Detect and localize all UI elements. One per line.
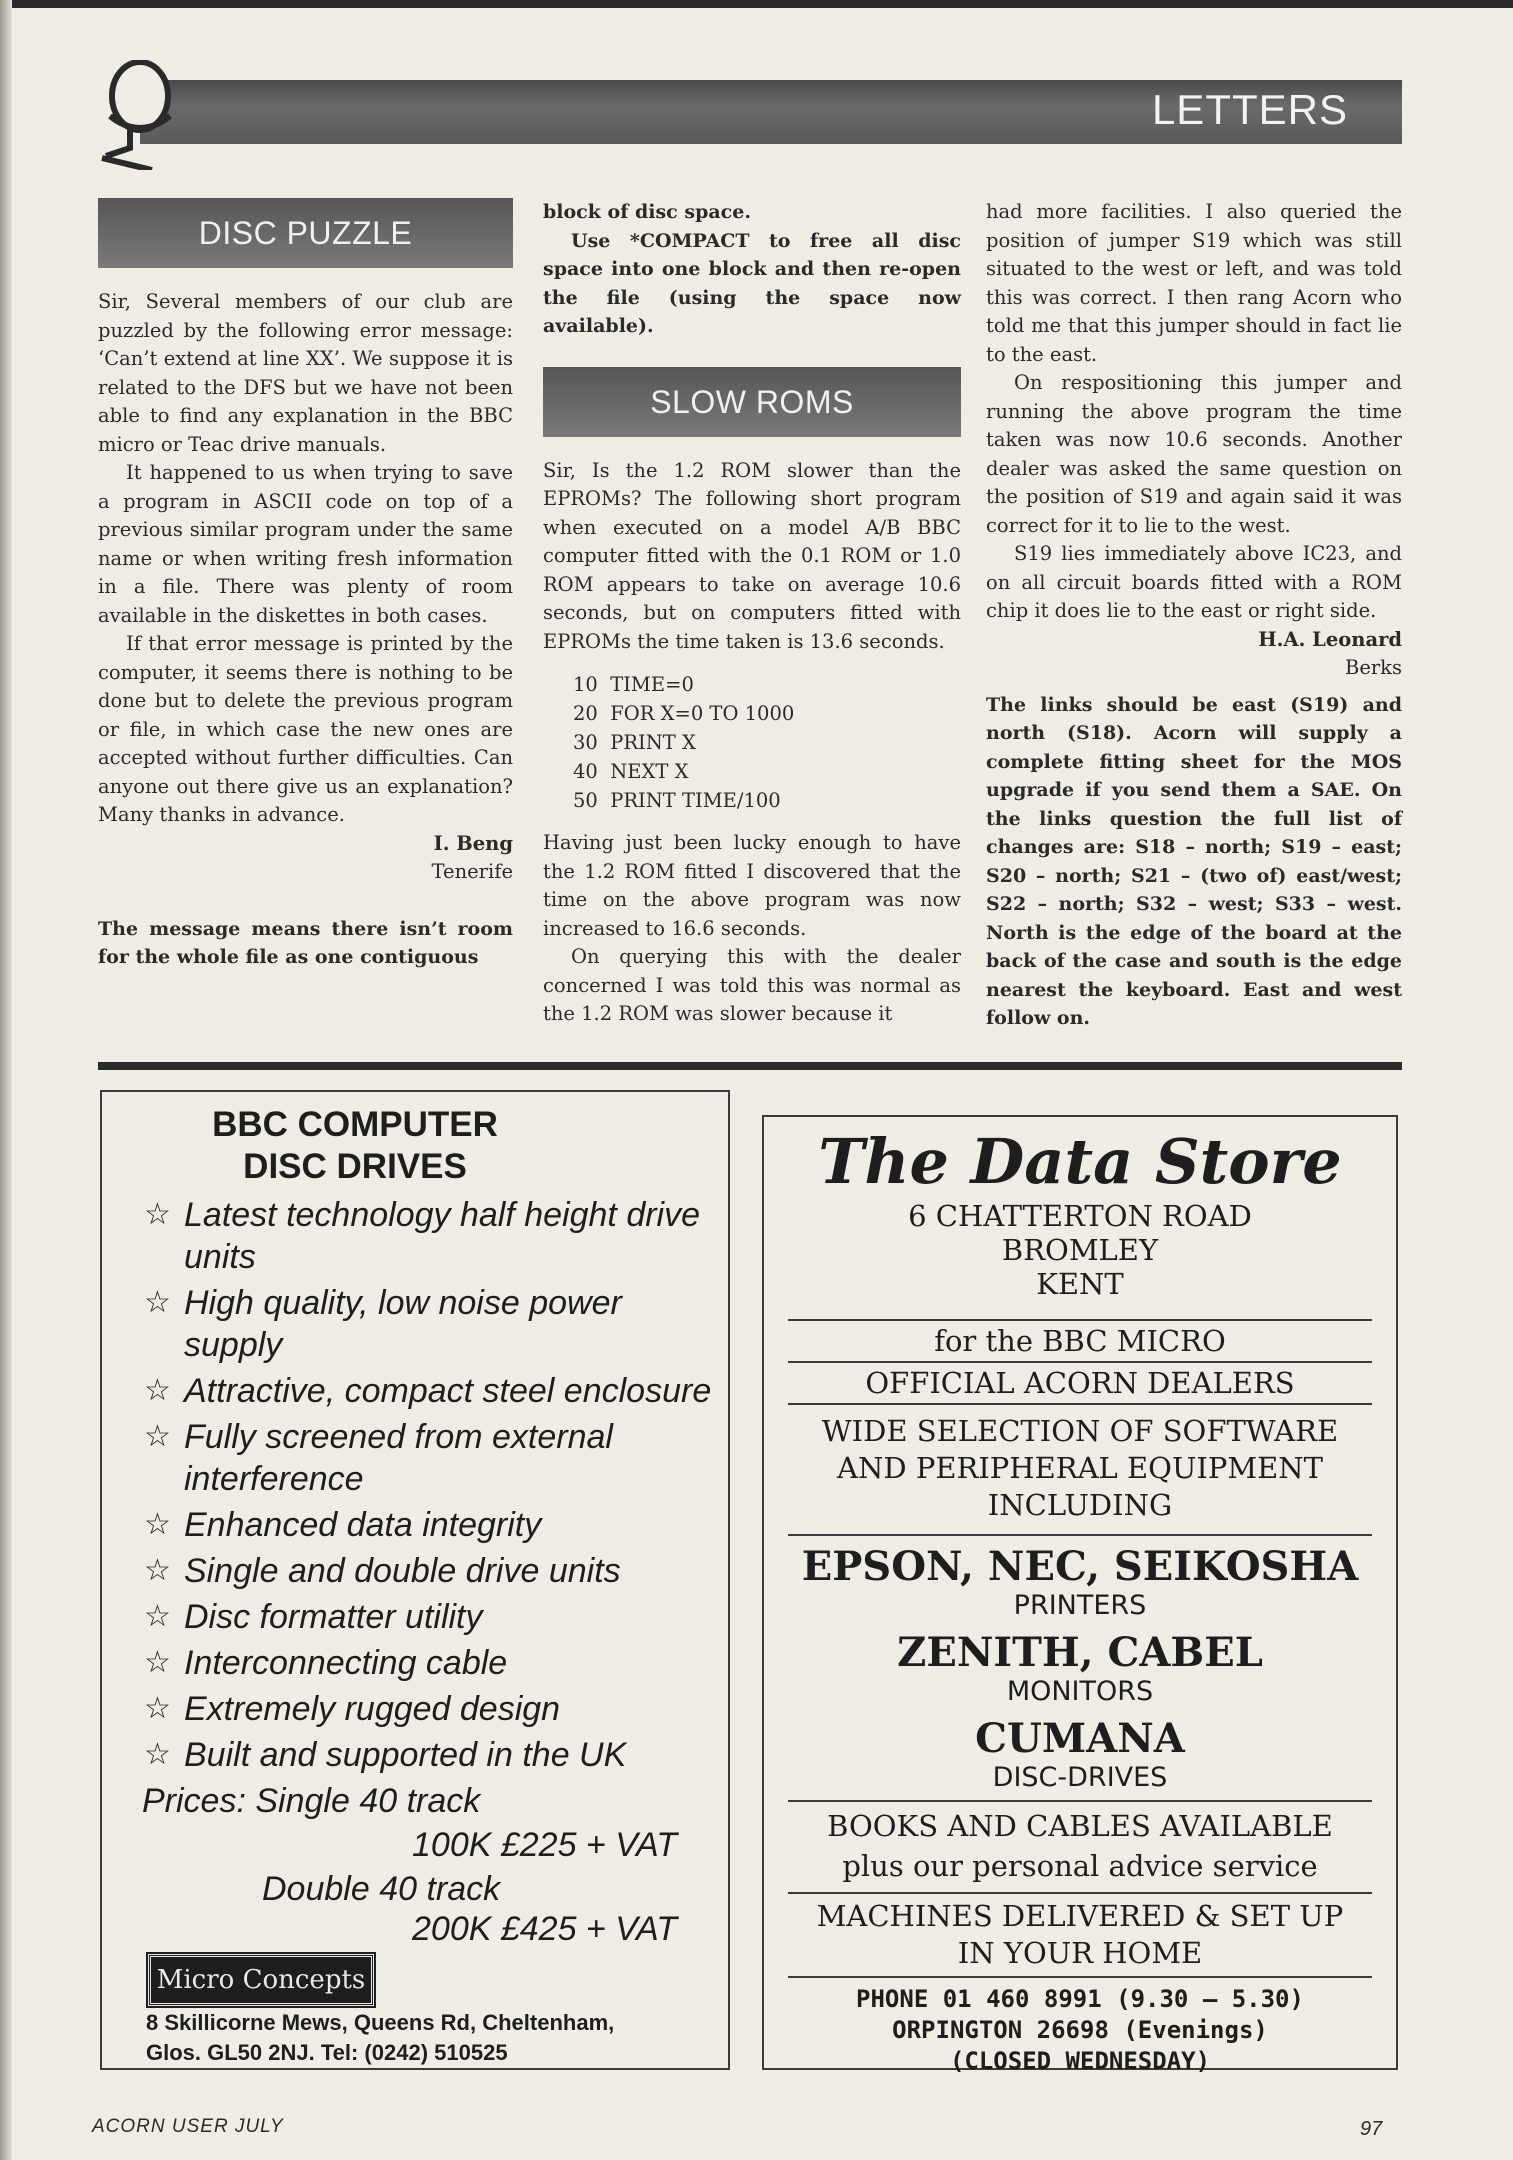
header-title: LETTERS — [1151, 86, 1348, 133]
letters-header-bar — [140, 80, 1402, 144]
ad-title-line: BBC COMPUTER — [212, 1105, 498, 1144]
page-top-edge — [0, 0, 1513, 8]
basic-program-listing — [573, 670, 961, 815]
address-line: Glos. GL50 2NJ. Tel: (0242) 510525 — [146, 2040, 508, 2065]
editor-reply: block of disc space. — [543, 201, 751, 223]
star-icon: ☆ — [144, 1692, 171, 1725]
egg-cup-logo-icon — [96, 60, 180, 170]
star-icon: ☆ — [144, 1738, 171, 1771]
feature-item: ☆ Extremely rugged design — [144, 1690, 561, 1728]
feature-item: ☆ Single and double drive units — [144, 1552, 621, 1590]
page-binding-edge — [0, 0, 12, 2160]
for-line: for the BBC MICRO — [934, 1324, 1226, 1358]
column-3 — [986, 198, 1402, 1033]
star-icon: ☆ — [144, 1600, 171, 1633]
letter-signature: H.A. Leonard — [1258, 627, 1402, 651]
ad-title-line: DISC DRIVES — [243, 1147, 467, 1186]
star-icon: ☆ — [144, 1286, 171, 1319]
editor-reply: The links should be east (S19) and north (S18). Acorn will supply a complete fitting sheet for the MOS upgrade if you send them a SAE. On the links question the full list of changes are: S18 – north; S19 – east; S20 – north; S21 – (two of) east/west; S22 – north; S32 – west; S33 – west. North is the edge of the board at the back of the case and south is the edge nearest the keyboard. East and west follow on. — [986, 693, 1402, 1029]
selection-line: INCLUDING — [987, 1488, 1173, 1522]
feature-item: ☆ Built and supported in the UK — [144, 1736, 627, 1774]
micro-concepts-logo: Micro Concepts — [148, 1954, 374, 2006]
footer-publication: ACORN USER JULY — [92, 2116, 284, 2137]
feature-item: ☆ Disc formatter utility — [144, 1598, 483, 1636]
column-1 — [98, 198, 513, 972]
delivery-line: IN YOUR HOME — [957, 1936, 1203, 1970]
books-line: BOOKS AND CABLES AVAILABLE — [827, 1809, 1333, 1843]
star-icon: ☆ — [144, 1554, 171, 1587]
code-line: 20 FOR X=0 TO 1000 — [573, 702, 795, 725]
editor-reply: Use *COMPACT to free all disc space into one block and then re-open the file (using the space now available). — [543, 229, 961, 337]
feature-item: ☆ Enhanced data integrity — [144, 1506, 542, 1544]
drives-label: DISC-DRIVES — [992, 1762, 1168, 1793]
address-line: KENT — [1036, 1267, 1124, 1301]
address-line: 8 Skillicorne Mews, Queens Rd, Cheltenham, — [146, 2010, 615, 2035]
printers-brands: EPSON, NEC, SEIKOSHA — [801, 1543, 1359, 1590]
printers-label: PRINTERS — [1013, 1590, 1147, 1621]
section-divider — [98, 1062, 1402, 1070]
feature-item: ☆ High quality, low noise power supply — [144, 1284, 622, 1364]
phone-line: (CLOSED WEDNESDAY) — [949, 2047, 1211, 2075]
selection-line: WIDE SELECTION OF SOFTWARE — [821, 1414, 1339, 1448]
letter-paragraph: S19 lies immediately above IC23, and on all circuit boards fitted with a ROM chip it does lie to the east or right side. — [986, 542, 1402, 622]
ad-title — [0, 1104, 728, 1188]
address-line: 6 CHATTERTON ROAD — [908, 1199, 1252, 1233]
monitors-label: MONITORS — [1006, 1676, 1154, 1707]
letter-paragraph: had more facilities. I also queried the position of jumper S19 which was still situated to the west or left, and was told this was correct. I then rang Acorn who told me that this jumper should in fact lie to the east. — [986, 200, 1402, 366]
letter-paragraph: Sir, Several members of our club are puzzled by the following error message: ‘Can’t extend at line XX’. We suppose it is related to the DFS but we have not been able to find any explanation in the BBC micro or Teac drive manuals. — [98, 290, 513, 456]
divider — [788, 1976, 1372, 1978]
phone-line: PHONE 01 460 8991 (9.30 – 5.30) — [856, 1985, 1304, 2013]
phone-line: ORPINGTON 26698 (Evenings) — [892, 2016, 1268, 2044]
letter-signature: I. Beng — [433, 831, 513, 855]
feature-item: ☆ Interconnecting cable — [144, 1644, 508, 1682]
letter-paragraph: On querying this with the dealer concerned I was told this was normal as the 1.2 ROM was slower because it — [543, 945, 961, 1025]
letter-location: Tenerife — [431, 860, 513, 883]
letter-paragraph: Sir, Is the 1.2 ROM slower than the EPROMs? The following short program when executed on a model A/B BBC computer fitted with the 0.1 ROM or 1.0 ROM appears to take on average 10.6 seconds, but on computers fitted with EPROMs the time taken is 13.6 seconds. — [543, 458, 961, 653]
delivery-line: MACHINES DELIVERED & SET UP — [816, 1899, 1344, 1933]
price-double-label: Double 40 track — [262, 1870, 501, 1908]
slow-roms-heading: SLOW ROMS — [543, 367, 961, 437]
page-number: 97 — [1360, 2118, 1383, 2140]
letter-paragraph: It happened to us when trying to save a program in ASCII code on top of a previous similar program under the same name or when writing fresh information in a file. There was plenty of room available in the diskettes in both cases. — [98, 461, 513, 627]
disc-puzzle-heading: DISC PUZZLE — [98, 198, 513, 268]
drives-brand: CUMANA — [975, 1715, 1185, 1762]
monitors-brands: ZENITH, CABEL — [897, 1629, 1263, 1676]
letter-paragraph: If that error message is printed by the computer, it seems there is nothing to be done but to delete the previous program or file, in which case the new ones are accepted without further difficulties. Can anyone out there give us an explanation? Many thanks in advance. — [98, 632, 513, 826]
price-label: Prices: Single 40 track — [142, 1782, 481, 1820]
feature-list — [102, 1194, 728, 1776]
feature-item: ☆ Attractive, compact steel enclosure — [144, 1372, 712, 1410]
data-store-advert — [762, 1115, 1398, 2075]
letter-location: Berks — [1344, 656, 1402, 679]
code-line: 10 TIME=0 — [573, 673, 694, 696]
star-icon: ☆ — [144, 1646, 171, 1679]
column-2 — [543, 198, 961, 1029]
code-line: 30 PRINT X — [573, 731, 696, 754]
code-line: 50 PRINT TIME/100 — [573, 789, 781, 812]
ad-address — [146, 2008, 614, 2068]
price-single: 100K £225 + VAT — [412, 1826, 677, 1864]
star-icon: ☆ — [144, 1198, 171, 1231]
feature-item: ☆ Latest technology half height drive units — [144, 1196, 701, 1276]
divider — [788, 1534, 1372, 1536]
star-icon: ☆ — [144, 1420, 171, 1453]
selection-line: AND PERIPHERAL EQUIPMENT — [837, 1451, 1323, 1485]
data-store-logo: The Data Store — [818, 1125, 1342, 1198]
editor-reply: The message means there isn’t room for the whole file as one contiguous — [98, 917, 513, 968]
letter-paragraph: On respositioning this jumper and running the above program the time taken was now 10.6 seconds. Another dealer was asked the same question on the position of S19 and again said it was correct for it to lie to the west. — [986, 371, 1402, 537]
address-line: BROMLEY — [1001, 1233, 1159, 1267]
star-icon: ☆ — [144, 1508, 171, 1541]
advice-line: plus our personal advice service — [842, 1849, 1318, 1883]
price-double: 200K £425 + VAT — [412, 1910, 677, 1948]
feature-item: ☆ Fully screened from external interference — [144, 1418, 613, 1498]
dealers-line: OFFICIAL ACORN DEALERS — [865, 1366, 1295, 1400]
letter-paragraph: Having just been lucky enough to have the 1.2 ROM fitted I discovered that the time on the above program was now increased to 16.6 seconds. — [543, 831, 961, 940]
micro-concepts-advert — [100, 1090, 730, 2070]
star-icon: ☆ — [144, 1374, 171, 1407]
code-line: 40 NEXT X — [573, 760, 689, 783]
